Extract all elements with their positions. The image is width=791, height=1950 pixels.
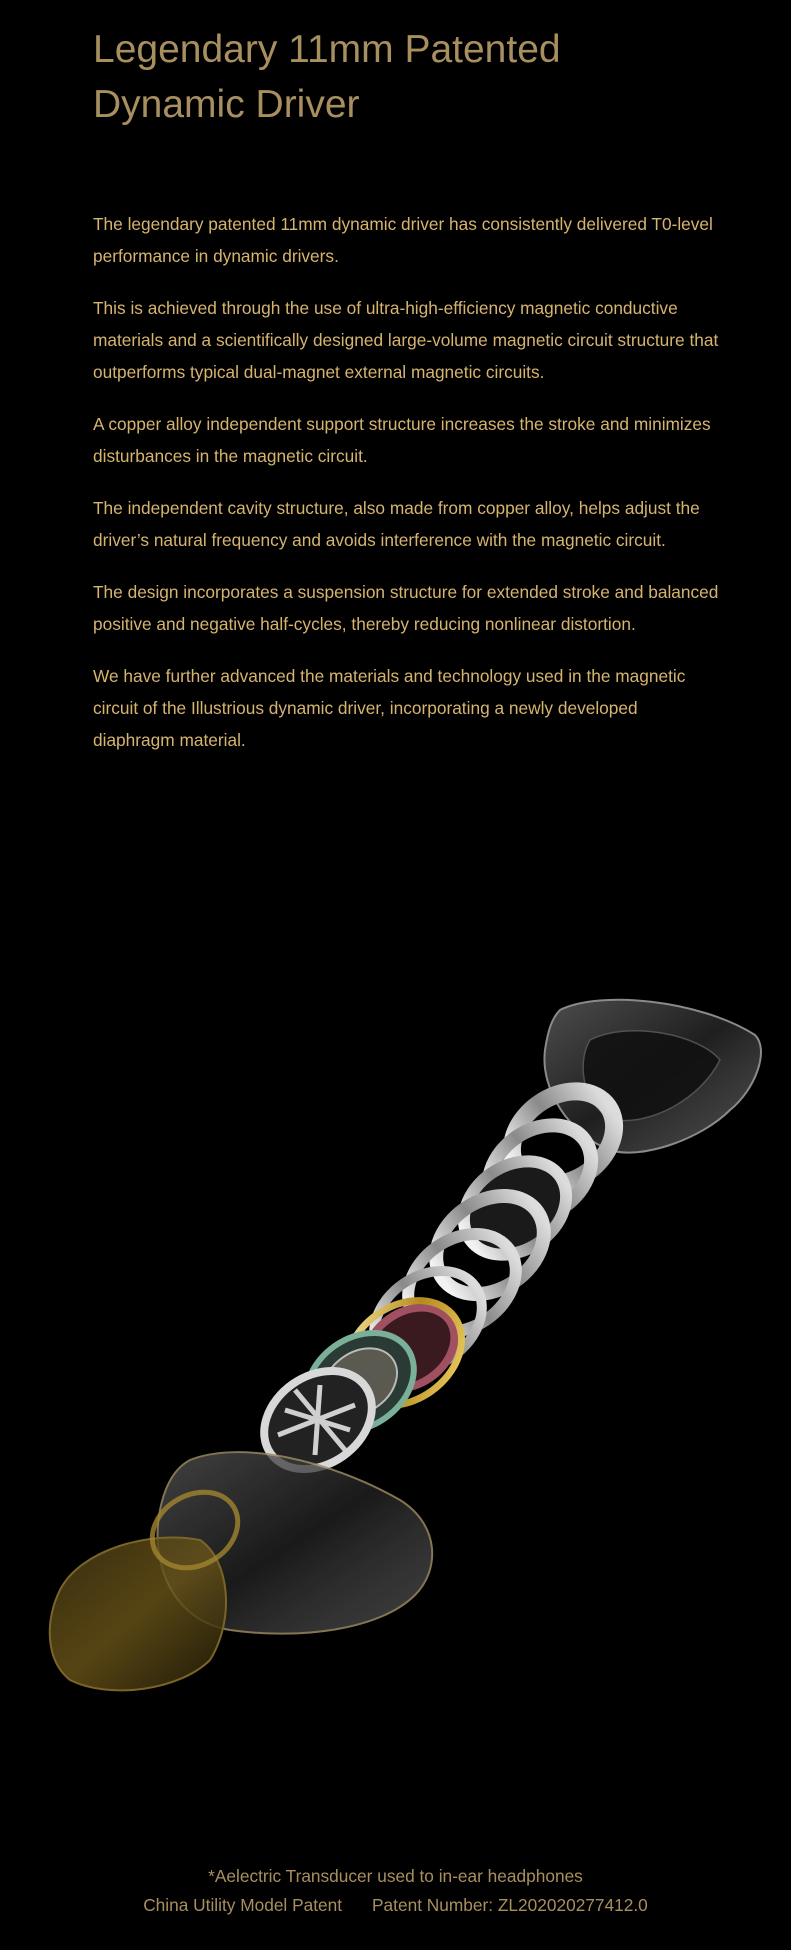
patent-footer	[0, 1862, 791, 1920]
exploded-earphone-image	[0, 940, 791, 1760]
feature-paragraph: A copper alloy independent support structure increases the stroke and minimizes disturbances in the magnetic circuit.	[93, 414, 711, 466]
feature-description	[93, 208, 723, 776]
front-shell	[50, 1452, 432, 1690]
patent-type: China Utility Model Patent	[143, 1895, 343, 1915]
footer-note: *Aelectric Transducer used to in-ear headphones	[208, 1866, 583, 1886]
feature-paragraph: The design incorporates a suspension structure for extended stroke and balanced positive and negative half-cycles, thereby reducing nonlinear distortion.	[93, 582, 719, 634]
feature-paragraph: This is achieved through the use of ultra-high-efficiency magnetic conductive materials and a scientifically designed large-volume magnetic circuit structure that outperforms typical dual-magnet external magnetic circuits.	[93, 298, 719, 382]
feature-paragraph: We have further advanced the materials and technology used in the magnetic circuit of the Illustrious dynamic driver, incorporating a newly developed diaphragm material.	[93, 666, 686, 750]
feature-paragraph: The legendary patented 11mm dynamic driver has consistently delivered T0-level performance in dynamic drivers.	[93, 214, 713, 266]
patent-info	[0, 1891, 791, 1920]
page-title: Legendary 11mm Patented Dynamic Driver	[93, 28, 561, 126]
patent-number: Patent Number: ZL202020277412.0	[372, 1895, 648, 1915]
feature-paragraph: The independent cavity structure, also made from copper alloy, helps adjust the driver’s natural frequency and avoids interference with the magnetic circuit.	[93, 498, 700, 550]
